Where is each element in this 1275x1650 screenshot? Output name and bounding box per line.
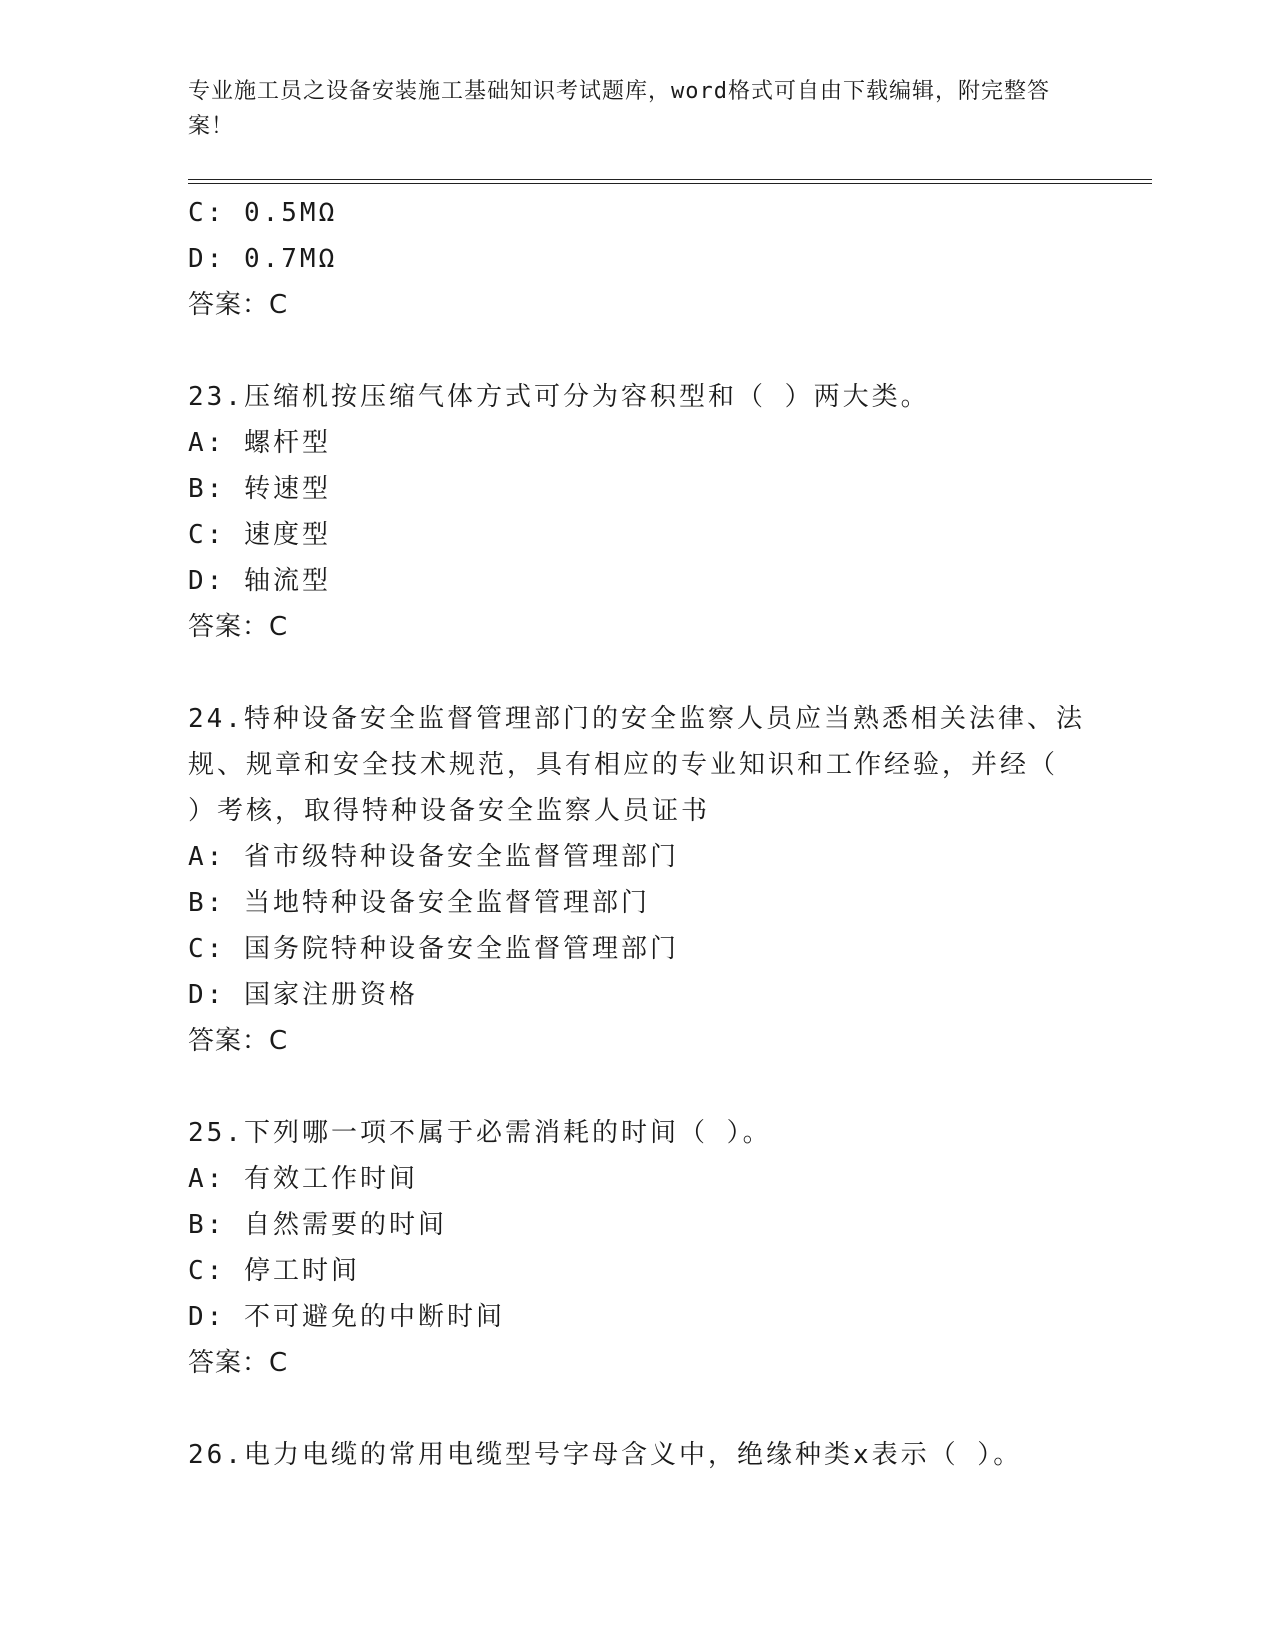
spacer (188, 328, 1108, 374)
question-22-tail (188, 190, 1108, 328)
answer: 答案：C (188, 290, 289, 320)
question-23 (188, 374, 1108, 650)
answer: 答案：C (188, 1348, 289, 1378)
spacer (188, 1064, 1108, 1110)
option-a: A: 螺杆型 (188, 428, 331, 458)
option-d: D: 国家注册资格 (188, 980, 418, 1010)
spacer (188, 1386, 1108, 1432)
answer: 答案：C (188, 612, 289, 642)
question-list (188, 190, 1108, 1478)
option-b: B: 转速型 (188, 474, 331, 504)
option-c: C: 速度型 (188, 520, 331, 550)
question-stem: 26.电力电缆的常用电缆型号字母含义中，绝缘种类x表示（ ）。 (188, 1440, 1023, 1470)
question-stem: 23.压缩机按压缩气体方式可分为容积型和（ ）两大类。 (188, 382, 930, 412)
spacer (188, 650, 1108, 696)
option-b: B: 自然需要的时间 (188, 1210, 447, 1240)
option-d: D: 轴流型 (188, 566, 331, 596)
option-a: A: 省市级特种设备安全监督管理部门 (188, 842, 679, 872)
question-24 (188, 696, 1108, 1064)
header-divider-bottom (188, 183, 1152, 184)
option-d: D: 不可避免的中断时间 (188, 1302, 505, 1332)
option-c: C: 停工时间 (188, 1256, 360, 1286)
option-c: C: 国务院特种设备安全监督管理部门 (188, 934, 679, 964)
answer: 答案：C (188, 1026, 289, 1056)
header-title: 专业施工员之设备安装施工基础知识考试题库，word格式可自由下载编辑，附完整答案！ (188, 79, 1050, 139)
option-b: B: 当地特种设备安全监督管理部门 (188, 888, 650, 918)
question-stem: 24.特种设备安全监督管理部门的安全监察人员应当熟悉相关法律、法规、规章和安全技术规范，具有相应的专业知识和工作经验，并经（ ）考核，取得特种设备安全监察人员证书 (188, 704, 1085, 826)
option-a: A: 有效工作时间 (188, 1164, 418, 1194)
question-stem: 25.下列哪一项不属于必需消耗的时间（ ）。 (188, 1118, 772, 1148)
option-d: D: 0.7MΩ (188, 244, 338, 274)
header-divider-top (188, 179, 1152, 180)
document-header (188, 74, 1068, 144)
question-25 (188, 1110, 1108, 1386)
question-26 (188, 1432, 1108, 1478)
option-c: C: 0.5MΩ (188, 198, 338, 228)
